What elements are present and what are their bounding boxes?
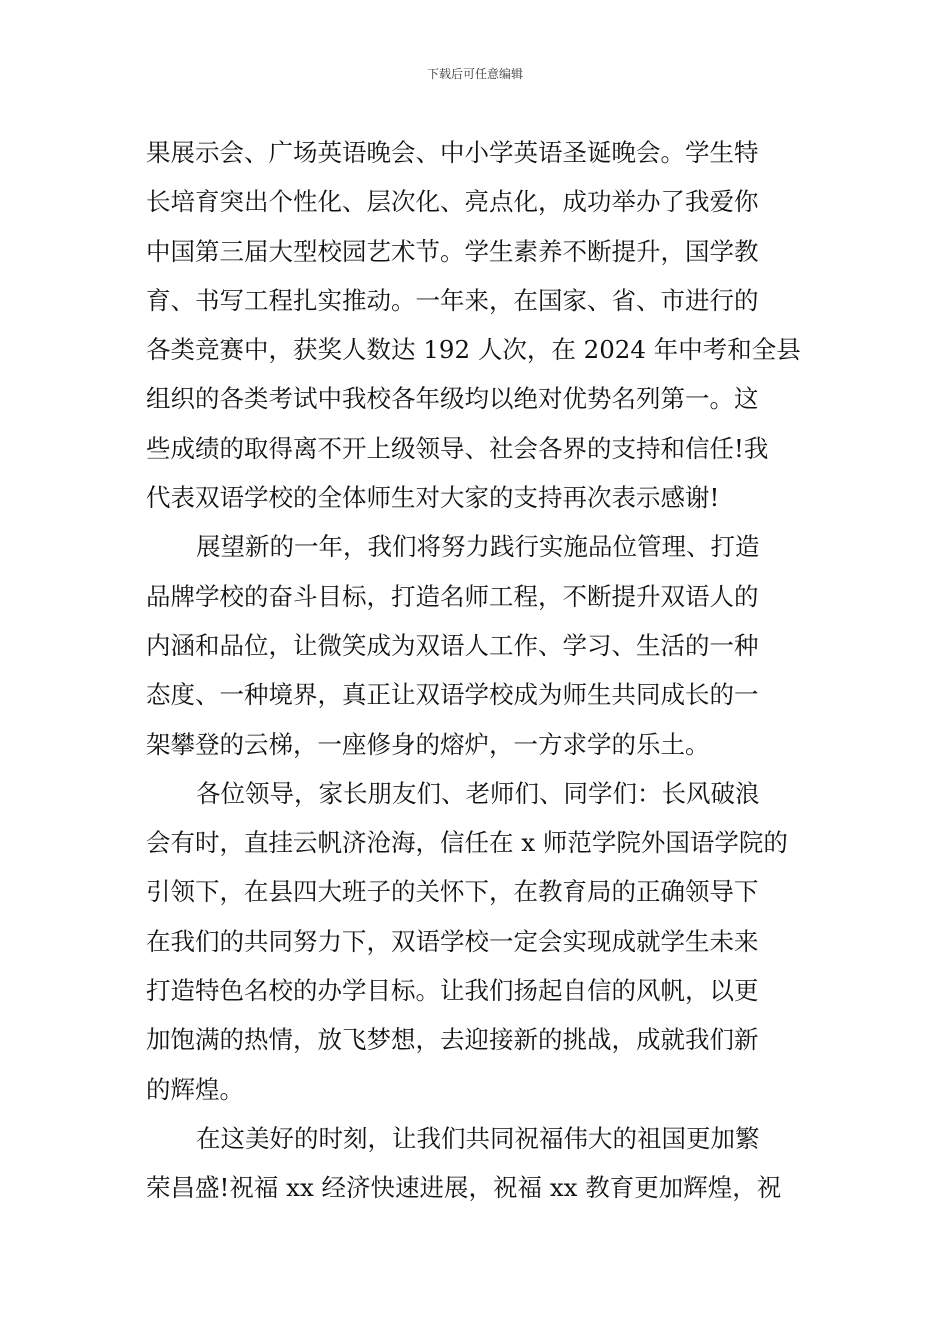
text-line: 在这美好的时刻，让我们共同祝福伟大的祖国更加繁 <box>196 1123 760 1153</box>
text-line: 在我们的共同努力下，双语学校一定会实现成就学生未来 <box>146 926 759 956</box>
text-line: 各位领导，家长朋友们、老师们、同学们：长风破浪 <box>196 778 760 808</box>
text-line: 品牌学校的奋斗目标，打造名师工程，不断提升双语人的 <box>146 581 759 611</box>
text-line: 各类竞赛中，获奖人数达 192 人次，在 2024 年中考和全县 <box>146 335 801 365</box>
page-header: 下载后可任意编辑 <box>426 67 523 81</box>
text-line: 架攀登的云梯，一座修身的熔炉，一方求学的乐土。 <box>146 729 710 759</box>
text-line: 展望新的一年，我们将努力践行实施品位管理、打造 <box>196 532 760 562</box>
text-line: 长培育突出个性化、层次化、亮点化，成功举办了我爱你 <box>146 187 759 217</box>
text-line: 中国第三届大型校园艺术节。学生素养不断提升，国学教 <box>146 236 759 266</box>
text-line: 些成绩的取得离不开上级领导、社会各界的支持和信任!我 <box>146 433 769 463</box>
text-line: 打造特色名校的办学目标。让我们扬起自信的风帆，以更 <box>146 976 759 1006</box>
text-line: 引领下，在县四大班子的关怀下，在教育局的正确领导下 <box>146 877 759 907</box>
text-line: 组织的各类考试中我校各年级均以绝对优势名列第一。这 <box>146 384 759 414</box>
text-line: 加饱满的热情，放飞梦想，去迎接新的挑战，成就我们新 <box>146 1025 759 1055</box>
text-line: 育、书写工程扎实推动。一年来，在国家、省、市进行的 <box>146 285 759 315</box>
text-line: 内涵和品位，让微笑成为双语人工作、学习、生活的一种 <box>146 630 759 660</box>
text-line: 果展示会、广场英语晚会、中小学英语圣诞晚会。学生特 <box>146 138 759 167</box>
text-line: 荣昌盛!祝福 xx 经济快速进展，祝福 xx 教育更加辉煌，祝 <box>146 1173 782 1203</box>
text-line: 的辉煌。 <box>146 1074 244 1104</box>
text-line: 会有时，直挂云帆济沧海，信任在 x 师范学院外国语学院的 <box>146 828 788 858</box>
text-line: 态度、一种境界，真正让双语学校成为师生共同成长的一 <box>146 680 759 710</box>
document-body <box>146 128 806 1213</box>
text-line: 代表双语学校的全体师生对大家的支持再次表示感谢! <box>146 483 720 513</box>
